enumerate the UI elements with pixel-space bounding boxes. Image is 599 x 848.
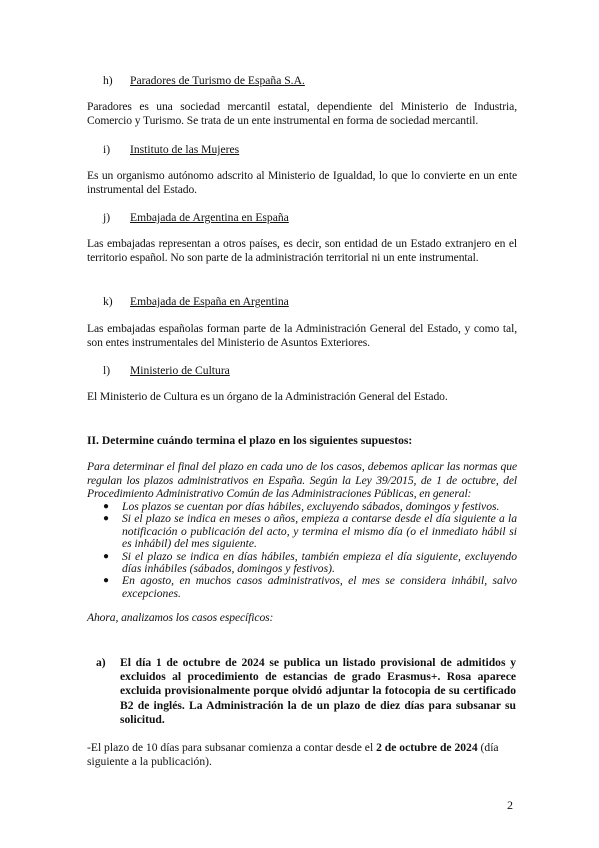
bullet-icon: ●: [103, 513, 110, 525]
bullet-icon: ●: [103, 501, 110, 512]
section-title: II. Determine cuándo termina el plazo en los siguientes supuestos:: [87, 434, 413, 447]
page-number: 2: [507, 798, 513, 812]
list-item: [103, 549, 517, 576]
item-h-body: Paradores es una sociedad mercantil estatal, dependiente del Ministerio de Industria, Comercio y Turismo. Se trata de un ente instrumental en forma de sociedad mercantil.: [87, 100, 517, 128]
answer-prefix: -El plazo de 10 días para subsanar comienza a contar desde el: [87, 741, 377, 754]
item-j-body: Las embajadas representan a otros países, es decir, son entidad de un Estado extranjero en el territorio español. No son parte de la administración territorial ni un ente instrumental.: [87, 237, 517, 265]
answer-date: 2 de octubre de 2024: [376, 741, 478, 754]
item-j-heading: [103, 211, 523, 225]
item-k-body: Las embajadas españolas forman parte de la Administración General del Estado, y como tal, son entes instrumentales del Ministerio de Asuntos Exteriores.: [87, 322, 517, 350]
item-letter: j): [103, 211, 111, 224]
list-item: [103, 574, 517, 600]
answer-suffix: (día siguiente a la publicación).: [87, 741, 499, 769]
item-i-body: Es un organismo autónomo adscrito al Ministerio de Igualdad, lo que lo convierte en un ente instrumental del Estado.: [87, 169, 517, 197]
item-letter: h): [103, 74, 113, 87]
item-title: Ministerio de Cultura: [130, 364, 230, 377]
item-title: Embajada de Argentina en España: [130, 211, 289, 224]
bullet-text: Los plazos se cuentan por días hábiles, excluyendo sábados, domingos y festivos.: [122, 500, 500, 513]
answer-a: [87, 741, 517, 769]
item-letter: i): [103, 143, 111, 156]
item-l-heading: [103, 364, 523, 378]
item-i-heading: [103, 143, 523, 157]
bullet-icon: ●: [103, 575, 110, 587]
item-letter: k): [103, 295, 113, 308]
bullet-text: Si el plazo se indica en días hábiles, también empieza el día siguiente, excluyendo días inhábiles (sábados, domingos y festivos).: [122, 549, 517, 576]
item-title: Paradores de Turismo de España S.A.: [130, 74, 305, 87]
section-intro: Para determinar el final del plazo en cada uno de los casos, debemos aplicar las normas que regulan los plazos administrativos en España. Según la Ley 39/2015, de 1 de octubre, del Procedimiento Administrativo Común de las Administraciones Públicas, en general:: [87, 460, 517, 501]
item-k-heading: [103, 295, 523, 309]
bullet-text: En agosto, en muchos casos administrativos, el mes se considera inhábil, salvo excepciones.: [122, 574, 517, 600]
case-label: a): [96, 656, 106, 669]
item-l-body: El Ministerio de Cultura es un órgano de la Administración General del Estado.: [87, 390, 448, 403]
rules-list: [103, 500, 517, 600]
case-text: El día 1 de octubre de 2024 se publica un listado provisional de admitidos y excluidos al procedimiento de estancias de grado Erasmus+. Rosa aparece excluida provisionalmente porque olvidó adjuntar la fotocopia de su certificado B2 de inglés. La Administración la de un plazo de diez días para subsanar su solicitud.: [120, 656, 516, 726]
bullet-icon: ●: [103, 550, 110, 562]
item-title: Embajada de España en Argentina: [130, 295, 289, 308]
bullet-text: Si el plazo se indica en meses o años, empieza a contarse desde el día siguiente a la notificación o publicación del acto, y termina el mismo día (o el inmediato hábil si es inhábil) del mes siguiente.: [122, 512, 517, 551]
item-h-heading: [103, 74, 523, 88]
section-outro: Ahora, analizamos los casos específicos:: [87, 611, 274, 624]
item-title: Instituto de las Mujeres: [130, 143, 240, 156]
item-letter: l): [103, 364, 111, 377]
list-item: [103, 512, 517, 551]
case-a: [98, 656, 516, 727]
